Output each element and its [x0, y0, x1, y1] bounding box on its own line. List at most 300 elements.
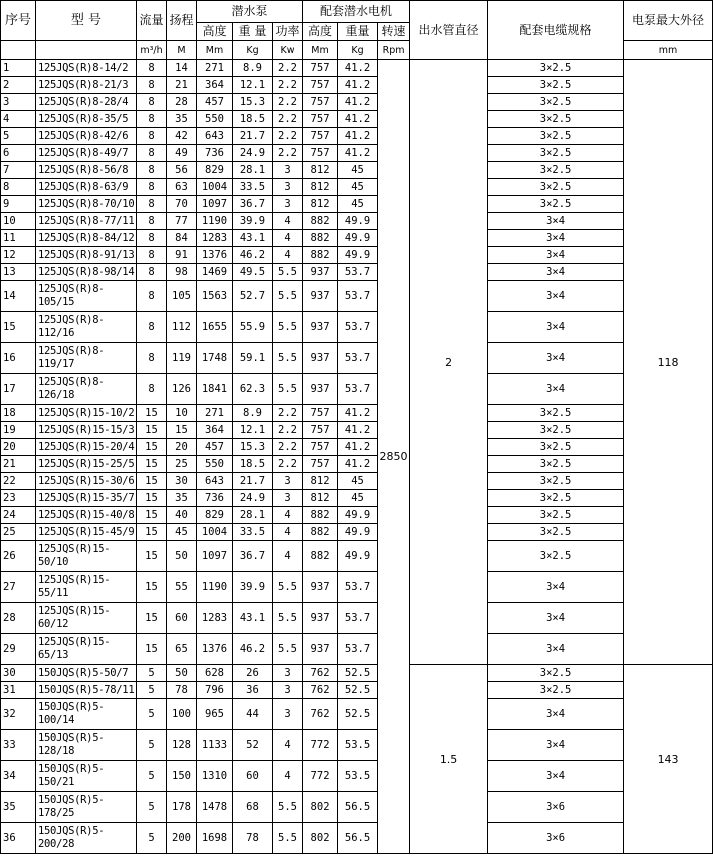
motor-height-cell: 757	[303, 94, 338, 111]
motor-weight-cell: 45	[338, 473, 378, 490]
table-row	[1, 281, 713, 312]
power-cell: 3	[273, 665, 303, 682]
pump-height-cell: 1478	[197, 792, 233, 823]
flow-cell: 8	[137, 343, 167, 374]
flow-cell: 8	[137, 145, 167, 162]
motor-height-cell: 772	[303, 730, 338, 761]
table-row	[1, 230, 713, 247]
cable-cell: 3×2.5	[488, 490, 624, 507]
motor-height-cell: 882	[303, 524, 338, 541]
pump-weight-cell: 18.5	[233, 111, 273, 128]
pump-weight-cell: 44	[233, 699, 273, 730]
header-power: 功率	[273, 23, 303, 41]
model-cell: 125JQS(R)8-84/12	[36, 230, 137, 247]
flow-cell: 5	[137, 699, 167, 730]
seq-cell: 13	[1, 264, 36, 281]
flow-cell: 8	[137, 312, 167, 343]
flow-cell: 15	[137, 524, 167, 541]
power-cell: 3	[273, 196, 303, 213]
seq-cell: 9	[1, 196, 36, 213]
pump-height-cell: 550	[197, 111, 233, 128]
cable-cell: 3×6	[488, 792, 624, 823]
pump-weight-cell: 15.3	[233, 439, 273, 456]
head-cell: 200	[167, 823, 197, 854]
flow-cell: 8	[137, 264, 167, 281]
head-cell: 98	[167, 264, 197, 281]
header-motor: 配套潜水电机	[303, 1, 410, 23]
pump-weight-cell: 15.3	[233, 94, 273, 111]
pump-height-cell: 550	[197, 456, 233, 473]
power-cell: 2.2	[273, 77, 303, 94]
pump-height-cell: 1190	[197, 572, 233, 603]
power-cell: 5.5	[273, 572, 303, 603]
seq-cell: 20	[1, 439, 36, 456]
table-row	[1, 682, 713, 699]
header-head: 扬程	[167, 1, 197, 41]
pump-weight-cell: 18.5	[233, 456, 273, 473]
flow-cell: 5	[137, 682, 167, 699]
power-cell: 2.2	[273, 405, 303, 422]
seq-cell: 12	[1, 247, 36, 264]
motor-weight-cell: 41.2	[338, 439, 378, 456]
power-cell: 5.5	[273, 312, 303, 343]
cable-cell: 3×2.5	[488, 456, 624, 473]
flow-cell: 15	[137, 634, 167, 665]
head-cell: 150	[167, 761, 197, 792]
pump-height-cell: 1469	[197, 264, 233, 281]
pump-height-cell: 1376	[197, 247, 233, 264]
header-flow: 流量	[137, 1, 167, 41]
model-cell: 125JQS(R)15-15/3	[36, 422, 137, 439]
seq-cell: 14	[1, 281, 36, 312]
cable-cell: 3×2.5	[488, 524, 624, 541]
pump-height-cell: 1097	[197, 541, 233, 572]
motor-height-cell: 757	[303, 456, 338, 473]
model-cell: 125JQS(R)8- 112/16	[36, 312, 137, 343]
table-row	[1, 456, 713, 473]
pump-height-cell: 628	[197, 665, 233, 682]
head-cell: 50	[167, 541, 197, 572]
motor-weight-cell: 52.5	[338, 665, 378, 682]
head-cell: 40	[167, 507, 197, 524]
cable-cell: 3×4	[488, 230, 624, 247]
table-row	[1, 507, 713, 524]
motor-height-cell: 812	[303, 490, 338, 507]
table-row	[1, 405, 713, 422]
motor-weight-cell: 53.7	[338, 572, 378, 603]
outer-diameter-cell: 143	[624, 665, 713, 854]
model-cell: 125JQS(R)8-77/11	[36, 213, 137, 230]
flow-cell: 15	[137, 541, 167, 572]
motor-weight-cell: 41.2	[338, 60, 378, 77]
seq-cell: 35	[1, 792, 36, 823]
pump-height-cell: 1283	[197, 230, 233, 247]
model-cell: 125JQS(R)8-56/8	[36, 162, 137, 179]
flow-cell: 8	[137, 281, 167, 312]
pump-weight-cell: 52.7	[233, 281, 273, 312]
motor-height-cell: 937	[303, 634, 338, 665]
model-cell: 125JQS(R)8-49/7	[36, 145, 137, 162]
motor-height-cell: 812	[303, 179, 338, 196]
table-row	[1, 247, 713, 264]
table-row	[1, 213, 713, 230]
cable-cell: 3×4	[488, 761, 624, 792]
head-cell: 49	[167, 145, 197, 162]
flow-cell: 15	[137, 490, 167, 507]
motor-height-cell: 882	[303, 541, 338, 572]
motor-height-cell: 802	[303, 792, 338, 823]
pump-weight-cell: 62.3	[233, 374, 273, 405]
cable-cell: 3×2.5	[488, 682, 624, 699]
motor-weight-cell: 45	[338, 490, 378, 507]
table-row	[1, 162, 713, 179]
flow-cell: 8	[137, 213, 167, 230]
flow-cell: 15	[137, 422, 167, 439]
motor-height-cell: 757	[303, 128, 338, 145]
power-cell: 4	[273, 761, 303, 792]
pump-height-cell: 965	[197, 699, 233, 730]
pipe-diameter-cell: 1.5	[410, 665, 488, 854]
cable-cell: 3×2.5	[488, 145, 624, 162]
model-cell: 125JQS(R)8-91/13	[36, 247, 137, 264]
header-seq: 序号	[1, 1, 36, 41]
header-model: 型 号	[36, 1, 137, 41]
pump-height-cell: 1655	[197, 312, 233, 343]
head-cell: 105	[167, 281, 197, 312]
flow-cell: 15	[137, 473, 167, 490]
seq-cell: 27	[1, 572, 36, 603]
model-cell: 125JQS(R)8- 126/18	[36, 374, 137, 405]
motor-weight-cell: 41.2	[338, 94, 378, 111]
flow-cell: 15	[137, 507, 167, 524]
seq-cell: 1	[1, 60, 36, 77]
pump-height-cell: 457	[197, 94, 233, 111]
unit-motor-height: Mm	[303, 41, 338, 60]
motor-height-cell: 937	[303, 264, 338, 281]
seq-cell: 3	[1, 94, 36, 111]
cable-cell: 3×4	[488, 603, 624, 634]
pump-height-cell: 1841	[197, 374, 233, 405]
table-row	[1, 524, 713, 541]
head-cell: 119	[167, 343, 197, 374]
table-row	[1, 94, 713, 111]
pump-weight-cell: 24.9	[233, 145, 273, 162]
pump-height-cell: 271	[197, 405, 233, 422]
table-row	[1, 439, 713, 456]
flow-cell: 8	[137, 247, 167, 264]
header-motor-height: 高度	[303, 23, 338, 41]
model-cell: 150JQS(R)5- 128/18	[36, 730, 137, 761]
motor-weight-cell: 41.2	[338, 405, 378, 422]
power-cell: 5.5	[273, 343, 303, 374]
motor-height-cell: 937	[303, 572, 338, 603]
header-pump-height: 高度	[197, 23, 233, 41]
pump-weight-cell: 39.9	[233, 213, 273, 230]
motor-weight-cell: 41.2	[338, 128, 378, 145]
motor-weight-cell: 41.2	[338, 456, 378, 473]
cable-cell: 3×2.5	[488, 77, 624, 94]
table-row	[1, 473, 713, 490]
motor-weight-cell: 41.2	[338, 77, 378, 94]
flow-cell: 15	[137, 439, 167, 456]
seq-cell: 6	[1, 145, 36, 162]
seq-cell: 15	[1, 312, 36, 343]
unit-pump-weight: Kg	[233, 41, 273, 60]
table-row	[1, 541, 713, 572]
model-cell: 125JQS(R)15- 55/11	[36, 572, 137, 603]
seq-cell: 33	[1, 730, 36, 761]
table-row	[1, 145, 713, 162]
table-row	[1, 665, 713, 682]
motor-weight-cell: 49.9	[338, 507, 378, 524]
unit-head: M	[167, 41, 197, 60]
head-cell: 20	[167, 439, 197, 456]
model-cell: 150JQS(R)5- 100/14	[36, 699, 137, 730]
table-row	[1, 792, 713, 823]
pipe-diameter-cell: 2	[410, 60, 488, 665]
motor-height-cell: 882	[303, 247, 338, 264]
pump-height-cell: 1190	[197, 213, 233, 230]
head-cell: 60	[167, 603, 197, 634]
motor-height-cell: 757	[303, 405, 338, 422]
head-cell: 91	[167, 247, 197, 264]
head-cell: 28	[167, 94, 197, 111]
pump-weight-cell: 24.9	[233, 490, 273, 507]
motor-height-cell: 802	[303, 823, 338, 854]
table-row	[1, 422, 713, 439]
cable-cell: 3×2.5	[488, 162, 624, 179]
unit-seq	[1, 41, 36, 60]
motor-weight-cell: 49.9	[338, 524, 378, 541]
model-cell: 150JQS(R)5-78/11	[36, 682, 137, 699]
motor-height-cell: 882	[303, 213, 338, 230]
pump-height-cell: 1097	[197, 196, 233, 213]
power-cell: 4	[273, 230, 303, 247]
unit-motor-weight: Kg	[338, 41, 378, 60]
table-row	[1, 490, 713, 507]
cable-cell: 3×4	[488, 374, 624, 405]
table-row	[1, 699, 713, 730]
pump-weight-cell: 8.9	[233, 405, 273, 422]
head-cell: 77	[167, 213, 197, 230]
power-cell: 5.5	[273, 281, 303, 312]
pump-weight-cell: 60	[233, 761, 273, 792]
motor-weight-cell: 49.9	[338, 213, 378, 230]
model-cell: 125JQS(R)15-35/7	[36, 490, 137, 507]
cable-cell: 3×2.5	[488, 179, 624, 196]
head-cell: 42	[167, 128, 197, 145]
motor-weight-cell: 41.2	[338, 145, 378, 162]
power-cell: 2.2	[273, 145, 303, 162]
pump-height-cell: 829	[197, 162, 233, 179]
unit-pump-height: Mm	[197, 41, 233, 60]
power-cell: 2.2	[273, 60, 303, 77]
motor-weight-cell: 53.7	[338, 634, 378, 665]
seq-cell: 21	[1, 456, 36, 473]
cable-cell: 3×4	[488, 312, 624, 343]
head-cell: 112	[167, 312, 197, 343]
power-cell: 4	[273, 524, 303, 541]
unit-speed: Rpm	[378, 41, 410, 60]
flow-cell: 8	[137, 128, 167, 145]
flow-cell: 8	[137, 111, 167, 128]
motor-height-cell: 757	[303, 77, 338, 94]
pump-weight-cell: 43.1	[233, 230, 273, 247]
cable-cell: 3×2.5	[488, 94, 624, 111]
seq-cell: 18	[1, 405, 36, 422]
power-cell: 4	[273, 730, 303, 761]
cable-cell: 3×4	[488, 634, 624, 665]
model-cell: 125JQS(R)15-30/6	[36, 473, 137, 490]
head-cell: 56	[167, 162, 197, 179]
flow-cell: 8	[137, 162, 167, 179]
cable-cell: 3×4	[488, 281, 624, 312]
seq-cell: 4	[1, 111, 36, 128]
seq-cell: 29	[1, 634, 36, 665]
power-cell: 5.5	[273, 792, 303, 823]
model-cell: 125JQS(R)15-45/9	[36, 524, 137, 541]
power-cell: 2.2	[273, 128, 303, 145]
pump-height-cell: 1283	[197, 603, 233, 634]
power-cell: 3	[273, 682, 303, 699]
model-cell: 125JQS(R)8-42/6	[36, 128, 137, 145]
model-cell: 125JQS(R)8-98/14	[36, 264, 137, 281]
motor-weight-cell: 45	[338, 179, 378, 196]
unit-model	[36, 41, 137, 60]
cable-cell: 3×4	[488, 343, 624, 374]
motor-weight-cell: 53.7	[338, 343, 378, 374]
cable-cell: 3×2.5	[488, 665, 624, 682]
power-cell: 5.5	[273, 634, 303, 665]
motor-weight-cell: 53.5	[338, 730, 378, 761]
table-row	[1, 343, 713, 374]
motor-height-cell: 762	[303, 665, 338, 682]
table-row	[1, 761, 713, 792]
head-cell: 55	[167, 572, 197, 603]
motor-height-cell: 762	[303, 682, 338, 699]
cable-cell: 3×4	[488, 213, 624, 230]
unit-flow: m³/h	[137, 41, 167, 60]
table-row	[1, 179, 713, 196]
seq-cell: 7	[1, 162, 36, 179]
table-row	[1, 60, 713, 77]
motor-height-cell: 757	[303, 111, 338, 128]
head-cell: 100	[167, 699, 197, 730]
pump-height-cell: 271	[197, 60, 233, 77]
pump-weight-cell: 28.1	[233, 507, 273, 524]
seq-cell: 2	[1, 77, 36, 94]
flow-cell: 8	[137, 196, 167, 213]
pump-weight-cell: 52	[233, 730, 273, 761]
pump-weight-cell: 36	[233, 682, 273, 699]
table-row	[1, 603, 713, 634]
table-row	[1, 312, 713, 343]
pump-weight-cell: 36.7	[233, 541, 273, 572]
pump-height-cell: 1376	[197, 634, 233, 665]
flow-cell: 5	[137, 761, 167, 792]
motor-weight-cell: 45	[338, 196, 378, 213]
pump-weight-cell: 28.1	[233, 162, 273, 179]
pump-weight-cell: 46.2	[233, 247, 273, 264]
motor-height-cell: 937	[303, 374, 338, 405]
power-cell: 2.2	[273, 439, 303, 456]
table-row	[1, 374, 713, 405]
seq-cell: 28	[1, 603, 36, 634]
pump-height-cell: 364	[197, 422, 233, 439]
power-cell: 4	[273, 213, 303, 230]
motor-height-cell: 757	[303, 439, 338, 456]
power-cell: 5.5	[273, 603, 303, 634]
power-cell: 4	[273, 247, 303, 264]
motor-weight-cell: 49.9	[338, 230, 378, 247]
pump-weight-cell: 12.1	[233, 77, 273, 94]
cable-cell: 3×2.5	[488, 507, 624, 524]
model-cell: 125JQS(R)15- 60/12	[36, 603, 137, 634]
motor-weight-cell: 53.7	[338, 374, 378, 405]
motor-weight-cell: 56.5	[338, 823, 378, 854]
cable-cell: 3×2.5	[488, 128, 624, 145]
pump-weight-cell: 36.7	[233, 196, 273, 213]
pump-height-cell: 1563	[197, 281, 233, 312]
cable-cell: 3×6	[488, 823, 624, 854]
cable-cell: 3×2.5	[488, 541, 624, 572]
table-row	[1, 823, 713, 854]
pump-height-cell: 1133	[197, 730, 233, 761]
pump-weight-cell: 21.7	[233, 128, 273, 145]
flow-cell: 15	[137, 405, 167, 422]
flow-cell: 5	[137, 665, 167, 682]
head-cell: 15	[167, 422, 197, 439]
pump-height-cell: 1748	[197, 343, 233, 374]
pump-weight-cell: 59.1	[233, 343, 273, 374]
flow-cell: 15	[137, 603, 167, 634]
motor-height-cell: 772	[303, 761, 338, 792]
motor-height-cell: 757	[303, 422, 338, 439]
motor-weight-cell: 53.7	[338, 312, 378, 343]
model-cell: 125JQS(R)8-35/5	[36, 111, 137, 128]
flow-cell: 8	[137, 94, 167, 111]
power-cell: 2.2	[273, 456, 303, 473]
header-motor-weight: 重量	[338, 23, 378, 41]
power-cell: 5.5	[273, 264, 303, 281]
motor-weight-cell: 53.5	[338, 761, 378, 792]
seq-cell: 24	[1, 507, 36, 524]
power-cell: 3	[273, 179, 303, 196]
seq-cell: 26	[1, 541, 36, 572]
motor-height-cell: 882	[303, 507, 338, 524]
seq-cell: 11	[1, 230, 36, 247]
flow-cell: 15	[137, 456, 167, 473]
head-cell: 10	[167, 405, 197, 422]
motor-height-cell: 937	[303, 312, 338, 343]
pump-weight-cell: 49.5	[233, 264, 273, 281]
flow-cell: 8	[137, 374, 167, 405]
table-row	[1, 264, 713, 281]
model-cell: 150JQS(R)5- 178/25	[36, 792, 137, 823]
power-cell: 3	[273, 490, 303, 507]
model-cell: 125JQS(R)15-40/8	[36, 507, 137, 524]
motor-height-cell: 882	[303, 230, 338, 247]
outer-diameter-cell: 118	[624, 60, 713, 665]
model-cell: 125JQS(R)15- 50/10	[36, 541, 137, 572]
seq-cell: 25	[1, 524, 36, 541]
model-cell: 125JQS(R)8- 119/17	[36, 343, 137, 374]
header-outer: 电泵最大外径	[624, 1, 713, 41]
pump-height-cell: 736	[197, 145, 233, 162]
motor-height-cell: 762	[303, 699, 338, 730]
head-cell: 21	[167, 77, 197, 94]
motor-height-cell: 757	[303, 145, 338, 162]
